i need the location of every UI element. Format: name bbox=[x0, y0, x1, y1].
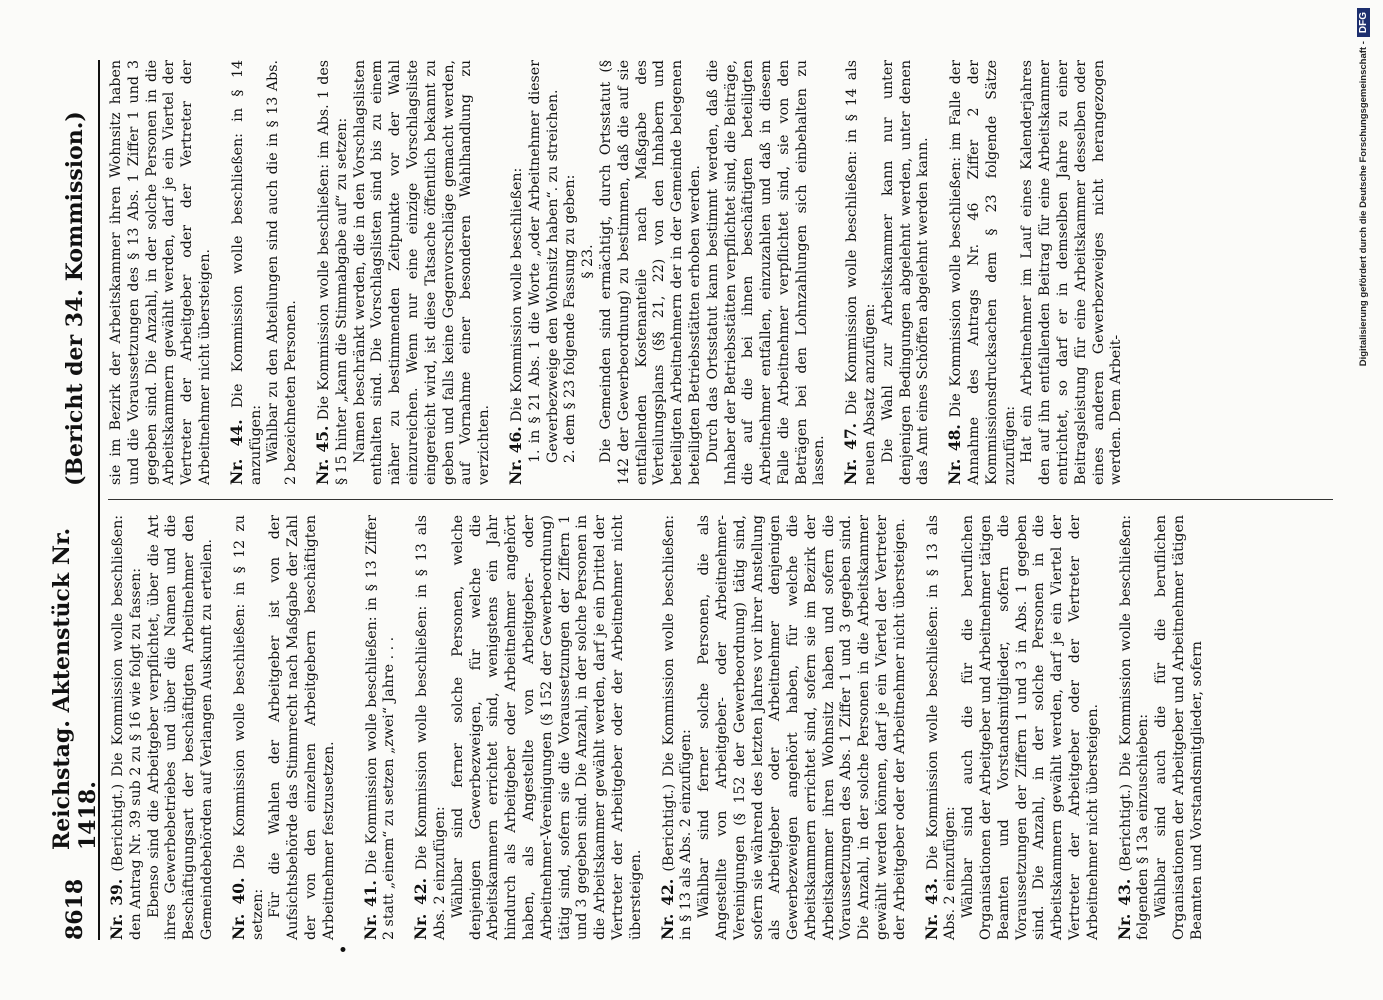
motion-number: Nr. 48. bbox=[945, 424, 965, 485]
motion-entry bbox=[842, 60, 933, 485]
motion-number: Nr. 40. bbox=[228, 877, 248, 940]
stamp-text-line bbox=[1357, 8, 1377, 968]
motion-number: Nr. 41. bbox=[360, 880, 380, 940]
page-number: 8618 bbox=[62, 878, 88, 940]
right-column bbox=[108, 60, 1139, 485]
document-title: Reichstag. Aktenstück Nr. 1418. bbox=[49, 527, 101, 850]
motion-text: Wählbar sind auch die für die beruflichen Organisationen der Arbeitgeber und Arbeitnehmer tätigen Beamten und Vorstandsmitglieder, sofern bbox=[1153, 515, 1205, 940]
motion-number: Nr. 44. bbox=[226, 419, 246, 485]
motion-number: Nr. 42. bbox=[657, 878, 677, 940]
motion-text: Hat ein Arbeitnehmer im Lauf eines Kalenderjahres den auf ihn entfallenden Beitrag für eine Arbeitskammer entrichtet, so darf er in demselben Jahre zu einer Beitragsleistung für eine Arbeitskammer desselben oder eines anderen Gewerbezweiges nicht herangezogen werden. Dem Arbeit- bbox=[1019, 60, 1125, 485]
motion-text: Durch das Ortsstatut kann bestimmt werden, daß die Inhaber der Betriebsstätten verpflichtet sind, die Beiträge, die auf die bei ihnen beschäftigten beteiligten Arbeitnehmer entfallen, einzuzahlen und daß in diesem Falle die Arbeitnehmer verpflichtet sind, sie von den Beträgen bei den Lohnzahlungen sich einbehalten zu lassen. bbox=[704, 60, 828, 485]
motion-text: Wählbar sind ferner solche Personen, welche denjenigen Gewerbezweigen, für welche die Arbeitskammern errichtet sind, wenigstens ein Jahr hindurch als Arbeitgeber oder Arbeitnehmer angehört haben, als Angestellte von Arbeitgeber- oder Arbeitnehmer-Vereinigungen (§ 152 der Gewerbeordnung) tätig sind, sofern sie die Voraussetzungen der Ziffern 1 und 3 gegeben sind. Die Anzahl, in der solche Personen in die Arbeitskammer gewählt werden, darf je ein Drittel der Vertreter der Arbeitgeber oder der Arbeitnehmer nicht übersteigen. bbox=[449, 515, 644, 940]
motion-text: Die Kommission wolle beschließen: in § 13 als Abs. 2 einzufügen: bbox=[414, 514, 448, 940]
motion-entry bbox=[923, 515, 1103, 940]
motion-text: Ebenso sind die Arbeitgeber verpflichtet, über die Art ihres Gewerbebetriebes und über die Namen und die Beschäftigungsart der beschäftigten Arbeitnehmer den Gemeindebehörden auf Verlangen Auskunft zu erteilen. bbox=[145, 515, 215, 940]
motion-text: (Berichtigt.) Die Kommission wolle beschließen: in § 13 als Abs. 2 einzufügen: bbox=[660, 514, 695, 940]
motion-text: Die Kommission wolle beschließen: in § 13 Ziffer 2 statt „einem“ zu setzen „zwei“ Jahre . . . bbox=[363, 514, 398, 940]
motion-text: 2. dem § 23 folgende Fassung zu geben: bbox=[562, 174, 579, 463]
motion-number: Nr. 43. bbox=[1114, 878, 1134, 940]
stamp-text: Digitalisierung gefördert durch die Deutsche Forschungsgemeinschaft - bbox=[1358, 41, 1369, 367]
motion-text: Die Kommission wolle beschließen: in § 14 als neuen Absatz anzufügen: bbox=[844, 59, 879, 485]
motion-number: Nr. 43. bbox=[921, 877, 941, 940]
motion-text: Namen beschränkt werden, die in den Vorschlagslisten enthalten sind. Die Vorschlagslisten sind bis zu einem näher zu bestimmenden Zeitpunkte vor der Wahl einzureichen. Wenn nur eine einzige Vorschlagsliste eingereicht wird, ist diese Tatsache öffentlich bekannt zu geben und falls keine Gegenvorschläge gemacht werden, auf Vornahme einer besonderen Wahlhandlung zu verzichten. bbox=[351, 60, 493, 485]
motion-entry bbox=[108, 515, 217, 940]
motion-text: Die Kommission wolle beschließen: bbox=[508, 167, 525, 422]
column-divider bbox=[108, 499, 1333, 500]
bullet-mark: • bbox=[335, 944, 352, 954]
motion-entry bbox=[1116, 515, 1207, 940]
dfg-logo: DFG bbox=[1357, 8, 1370, 37]
digitization-stamp bbox=[1357, 8, 1377, 968]
motion-number: Nr. 46. bbox=[505, 426, 525, 485]
motion-number: Nr. 39. bbox=[107, 878, 126, 940]
motion-number: Nr. 47. bbox=[841, 422, 861, 485]
motion-entry bbox=[228, 60, 301, 485]
motion-text: Die Kommission wolle beschließen: im Falle der Annahme des Antrags Nr. 46 Ziffer 2 der Kommissionsdrucksachen dem § 23 folgende Sätze zuzufügen: bbox=[948, 60, 1018, 485]
motion-text: Die Kommission wolle beschließen: in § 13 als Abs. 2 einzufügen: bbox=[924, 514, 959, 940]
motion-text: Für die Wahlen der Arbeitgeber ist von der Aufsichtsbehörde das Stimmrecht nach Maßgabe der Zahl der von den einzelnen Arbeitgebern beschäftigten Arbeitnehmer festzusetzen. bbox=[267, 515, 337, 940]
motion-text: 1. in § 21 Abs. 1 die Worte „oder Arbeitnehmer dieser Gewerbezweige den Wohnsitz haben“. zu streichen. bbox=[526, 60, 561, 463]
motion-text: Wählbar zu den Abteilungen sind auch die in § 13 Abs. 2 bezeichneten Personen. bbox=[265, 60, 300, 485]
motion-text: (Berichtigt.) Die Kommission wolle beschließen: den Antrag Nr. 39 sub 2 zu § 16 wie folgt zu fassen: bbox=[110, 514, 144, 940]
motion-text: Wählbar sind auch die für die beruflichen Organisationen der Arbeitgeber und Arbeitnehmer tätigen Beamten und Vorstandsmitglieder, sofern die Voraussetzungen der Ziffern 1 und 3 in Abs. 1 gegeben sind. Die Anzahl, in der solche Personen in die Arbeitskammern gewählt werden, darf je ein Viertel der Vertreter der Arbeitgeber oder der Vertreter der Arbeitnehmer nicht übersteigen. bbox=[960, 515, 1101, 940]
motion-text: (Berichtigt.) Die Kommission wolle beschließen: folgenden § 13a einzuschieben: bbox=[1117, 514, 1152, 940]
motion-entry bbox=[362, 515, 400, 940]
motion-text: Die Kommission wolle beschließen: im Abs. 1 des § 15 hinter „kann die Stimmabgabe auf“ zu setzen: bbox=[315, 59, 350, 485]
left-column bbox=[107, 514, 1220, 954]
report-title: (Bericht der 34. Kommission.) bbox=[62, 111, 88, 486]
motion-text: Die Kommission wolle beschließen: in § 12 zu setzen: bbox=[231, 514, 266, 940]
motion-number: Nr. 45. bbox=[312, 425, 332, 485]
document-page bbox=[49, 59, 1342, 954]
page-header bbox=[49, 60, 101, 940]
motion-entry bbox=[946, 60, 1126, 485]
motion-entry bbox=[314, 60, 494, 485]
motion-text: Wählbar sind ferner solche Personen, die als Angestellte von Arbeitgeber- oder Arbeitnehmer-Vereinigungen (§ 152 der Gewerbeordnung) tätig sind, sofern sie während des letzten Jahres vor ihrer Anstellung als Arbeitgeber oder Arbeitnehmer denjenigen Gewerbezweigen angehört haben, für welche die Arbeitskammern errichtet sind, sofern sie im Bezirk der Arbeitskammer ihren Wohnsitz haben und sofern die Voraussetzungen des Abs. 1 Ziffer 1 und 3 gegeben sind. Die Anzahl, in der solche Personen in die Arbeitskammer gewählt werden können, darf je ein Viertel der Vertreter der Arbeitgeber oder der Arbeitnehmer nicht übersteigen. bbox=[696, 515, 908, 940]
motion-text: Die Wahl zur Arbeitskammer kann nur unter denjenigen Bedingungen abgelehnt werden, unter denen das Amt eines Schöffen abgelehnt werden kann. bbox=[879, 60, 932, 485]
motion-entry bbox=[659, 515, 910, 940]
section-heading: § 23. bbox=[580, 244, 597, 279]
motion-number: Nr. 42. bbox=[411, 877, 431, 940]
motion-entry bbox=[412, 515, 645, 940]
motion-text: Die Gemeinden sind ermächtigt, durch Ortsstatut (§ 142 der Gewerbeordnung) zu bestimmen, daß die auf sie entfallenden Kostenanteile nach Maßgabe des Verteilungsplans (§§ 21, 22) von den Inhabern und beteiligten Arbeitnehmern der in der Gemeinde belegenen beteiligten Betriebsstätten erhoben werden. bbox=[597, 60, 703, 485]
motion-text: Die Kommission wolle beschließen: in § 14 anzufügen: bbox=[229, 60, 264, 485]
motion-entry bbox=[108, 60, 215, 485]
motion-entry bbox=[507, 60, 829, 485]
motion-text: sie im Bezirk der Arbeitskammer ihren Wohnsitz haben und die Voraussetzungen des § 13 Abs. 1 Ziffer 1 und 3 gegeben sind. Die Anzahl, in der solche Personen in die Arbeitskammern gewählt werden, darf je ein Viertel der Vertreter der Arbeitgeber oder der Vertreter der Arbeitnehmer nicht übersteigen. bbox=[108, 60, 213, 485]
motion-entry bbox=[228, 514, 352, 954]
